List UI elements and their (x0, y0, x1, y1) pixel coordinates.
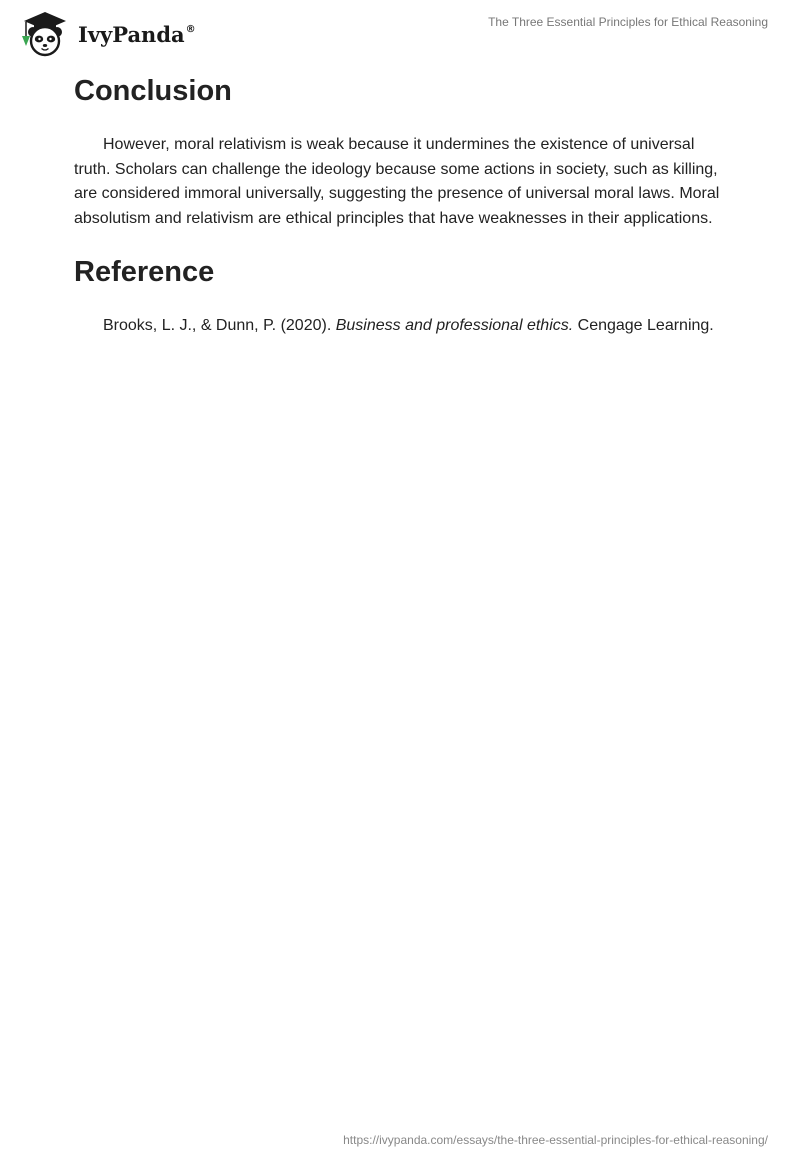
essay-content (74, 72, 726, 339)
panda-graduate-icon (16, 8, 74, 58)
reference-section (74, 253, 726, 339)
source-url[interactable]: https://ivypanda.com/essays/the-three-essential-principles-for-ethical-reasoning/ (343, 1133, 768, 1147)
conclusion-heading: Conclusion (74, 75, 232, 107)
ivypanda-logo[interactable] (16, 8, 196, 58)
running-title: The Three Essential Principles for Ethical Reasoning (488, 15, 768, 29)
reference-publisher: Cengage Learning. (573, 317, 714, 334)
conclusion-paragraph: However, moral relativism is weak because it undermines the existence of universal truth. Scholars can challenge the ideology because some actions in society, such as killing, are considered immoral universally, suggesting the presence of universal moral laws. Moral absolutism and relativism are ethical principles that have weaknesses in their applications. (74, 136, 720, 227)
conclusion-section (74, 72, 726, 231)
reference-authors: Brooks, L. J., & Dunn, P. (2020). (103, 317, 336, 334)
reference-book-title: Business and professional ethics. (335, 317, 574, 334)
registered-mark: ® (185, 23, 196, 35)
logo-wordmark-text: IvyPanda (78, 21, 185, 47)
logo-wordmark (78, 22, 196, 47)
reference-heading: Reference (74, 256, 215, 288)
reference-entry (74, 314, 726, 339)
